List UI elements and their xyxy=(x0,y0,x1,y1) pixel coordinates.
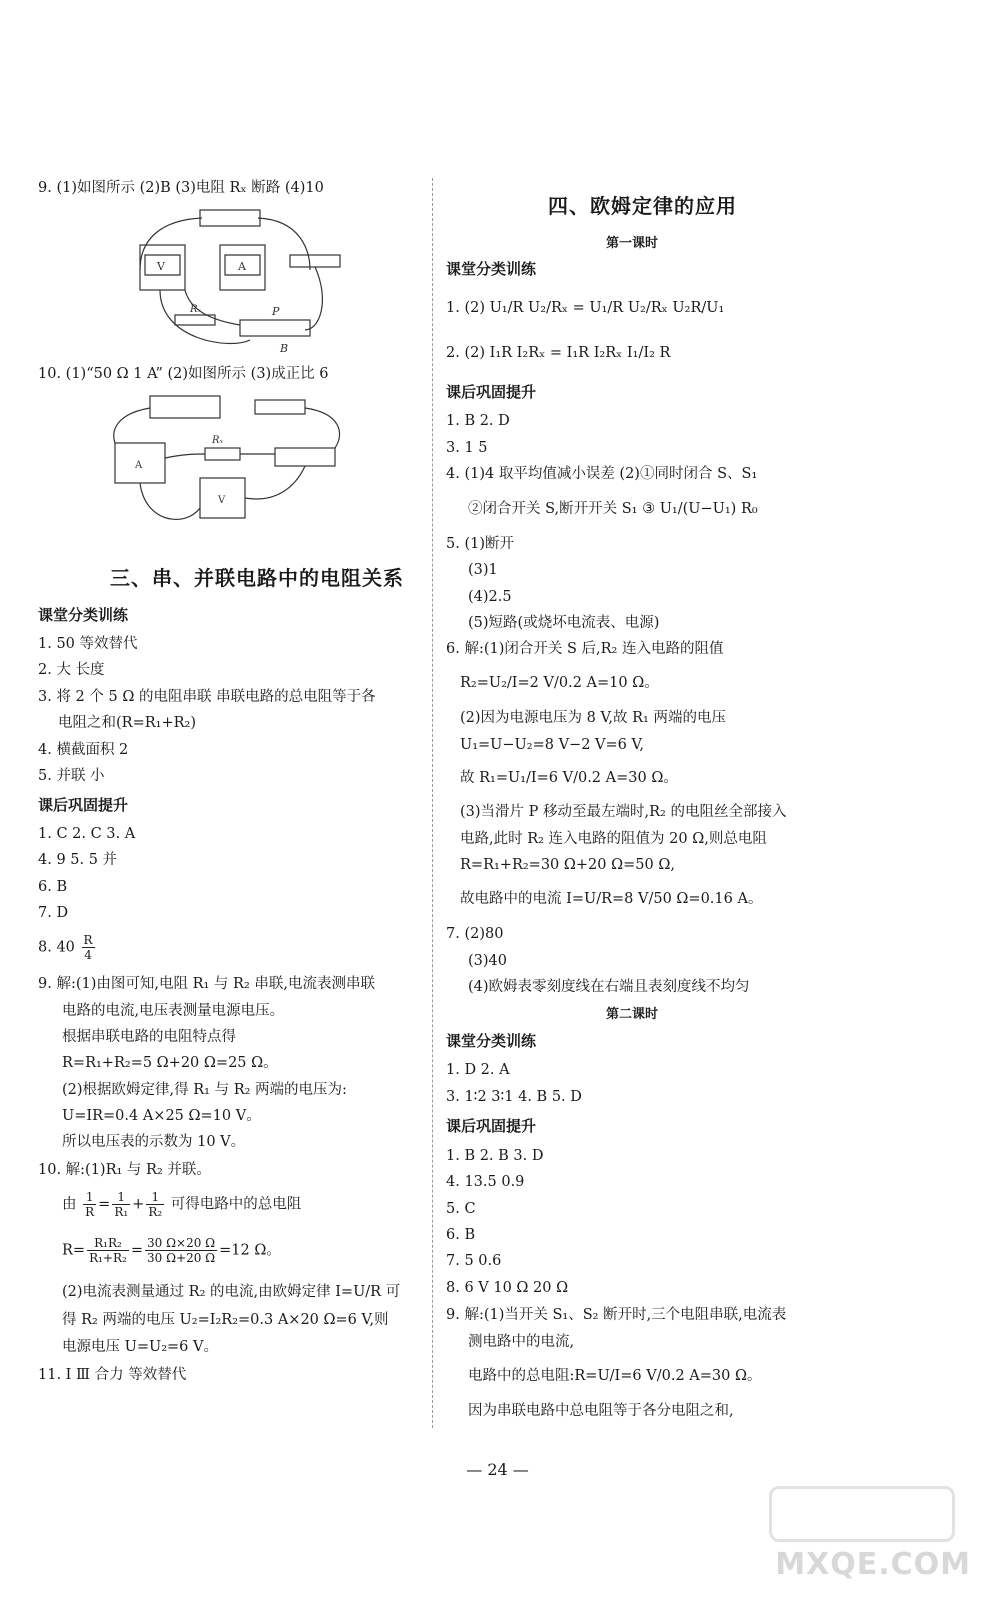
left-q9: 9. (1)如图所示 (2)B (3)电阻 Rₓ 断路 (4)10 xyxy=(38,180,324,196)
right-a7-3: (4)欧姆表零刻度线在右端且表刻度线不均匀 xyxy=(468,979,750,995)
right-a4-2: ②闭合开关 S,断开开关 S₁ ③ U₁/(U−U₁) R₀ xyxy=(468,501,758,517)
left-a9-2: 电路的电流,电压表测量电源电压。 xyxy=(62,1003,285,1019)
left-a10-6: 电源电压 U=U₂=6 V。 xyxy=(62,1339,218,1355)
right-a6-5: 故 R₁=U₁/I=6 V/0.2 A=30 Ω。 xyxy=(460,770,678,786)
left-c3b: 电阻之和(R=R₁+R₂) xyxy=(58,715,196,731)
right-d8: 8. 6 V 10 Ω 20 Ω xyxy=(446,1280,569,1296)
right-a5-3: (4)2.5 xyxy=(468,589,512,605)
fig2-label-v: V xyxy=(218,495,226,506)
left-a10-3: R= $\frac{\text{R₁R₂}}{\text{R₁+R₂}}$ = $\frac{30 \Omega\times 20 \Omega}{30 \Omega+20 \Omega}$ =12 Ω。 xyxy=(62,1236,281,1265)
left-a6: 6. B xyxy=(38,879,68,895)
right-a6-9: 故电路中的电流 I=U/R=8 V/50 Ω=0.16 A。 xyxy=(460,891,763,907)
left-a10-5: 得 R₂ 两端的电压 U₂=I₂R₂=0.3 A×20 Ω=6 V,则 xyxy=(62,1312,389,1328)
right-a5-1: 5. (1)断开 xyxy=(446,536,514,552)
right-a3: 3. 1 5 xyxy=(446,440,488,456)
left-a10-2-frac1: $\frac{1}{R}$ xyxy=(85,1190,95,1219)
left-a10-3-frac1: $\frac{\text{R₁R₂}}{\text{R₁+R₂}}$ xyxy=(89,1236,127,1265)
right-a6-3: (2)因为电源电压为 8 V,故 R₁ 两端的电压 xyxy=(460,710,726,726)
right-c1: 1. (2) U₁/R U₂/Rₓ = U₁/R U₂/Rₓ U₂R/U₁ xyxy=(446,300,725,316)
page-number: — 24 — xyxy=(466,1460,529,1479)
right-lesson2: 第二课时 xyxy=(606,1007,659,1022)
watermark: MXQE.COM xyxy=(775,1547,971,1582)
left-c5: 5. 并联 小 xyxy=(38,768,105,784)
right-title: 四、欧姆定律的应用 xyxy=(548,194,737,218)
right-classroom2-heading: 课堂分类训练 xyxy=(446,1032,537,1050)
right-classroom-heading: 课堂分类训练 xyxy=(446,260,537,278)
right-d5: 5. C xyxy=(446,1201,476,1217)
right-d9-3: 电路中的总电阻:R=U/I=6 V/0.2 A=30 Ω。 xyxy=(468,1368,762,1384)
left-c4: 4. 横截面积 2 xyxy=(38,742,129,758)
right-a4-1: 4. (1)4 取平均值减小误差 (2)①同时闭合 S、S₁ xyxy=(446,466,758,482)
right-b3: 3. 1∶2 3∶1 4. B 5. D xyxy=(446,1089,582,1105)
right-a5-4: (5)短路(或烧坏电流表、电源) xyxy=(468,615,660,631)
right-a6-6: (3)当滑片 P 移动至最左端时,R₂ 的电阻丝全部接入 xyxy=(460,804,787,820)
left-a10-3-frac2: $\frac{30 \Omega\times 20 \Omega}{30 \Omega+20 \Omega}$ xyxy=(146,1236,216,1265)
left-a10-1: 10. 解:(1)R₁ 与 R₂ 并联。 xyxy=(38,1162,211,1178)
fig1-label-v: V xyxy=(157,260,165,273)
left-a9-7: 所以电压表的示数为 10 V。 xyxy=(62,1134,246,1150)
right-d7: 7. 5 0.6 xyxy=(446,1253,502,1269)
right-d9-2: 测电路中的电流, xyxy=(468,1334,575,1350)
left-c3a: 3. 将 2 个 5 Ω 的电阻串联 串联电路的总电阻等于各 xyxy=(38,689,376,705)
right-d6: 6. B xyxy=(446,1227,476,1243)
right-lesson1: 第一课时 xyxy=(606,236,659,251)
fig2-label-v-a: A xyxy=(135,460,143,471)
left-q10: 10. (1)“50 Ω 1 A” (2)如图所示 (3)成正比 6 xyxy=(38,366,329,382)
left-a10-2-pre: 由 xyxy=(62,1196,77,1213)
fig2-label-rx: Rₓ xyxy=(212,435,224,446)
watermark-logo-frame xyxy=(769,1486,955,1542)
left-a10-3-post: =12 Ω。 xyxy=(219,1242,281,1259)
left-a9-4: R=R₁+R₂=5 Ω+20 Ω=25 Ω。 xyxy=(62,1055,278,1071)
left-a4: 4. 9 5. 5 并 xyxy=(38,852,118,868)
right-d9-1: 9. 解:(1)当开关 S₁、S₂ 断开时,三个电阻串联,电流表 xyxy=(446,1307,787,1323)
right-c2: 2. (2) I₁R I₂Rₓ = I₁R I₂Rₓ I₁/I₂ R xyxy=(446,345,671,361)
fig1-label-b: B xyxy=(280,342,289,355)
left-section-title: 三、串、并联电路中的电阻关系 xyxy=(110,566,404,590)
right-a7-1: 7. (2)80 xyxy=(446,926,504,942)
left-a11: 11. Ⅰ Ⅲ 合力 等效替代 xyxy=(38,1367,187,1383)
left-a10-2-post: 可得电路中的总电阻 xyxy=(170,1196,302,1213)
left-a9-3: 根据串联电路的电阻特点得 xyxy=(62,1029,236,1045)
right-a6-2: R₂=U₂/I=2 V/0.2 A=10 Ω。 xyxy=(460,675,659,691)
left-a9-6: U=IR=0.4 A×25 Ω=10 V。 xyxy=(62,1108,261,1124)
left-a10-4: (2)电流表测量通过 R₂ 的电流,由欧姆定律 I=U/R 可 xyxy=(62,1284,401,1300)
right-a6-1: 6. 解:(1)闭合开关 S 后,R₂ 连入电路的阻值 xyxy=(446,641,724,657)
left-after-heading: 课后巩固提升 xyxy=(38,796,129,814)
column-divider xyxy=(432,178,433,1428)
left-a10-2-frac3: $\frac{1}{\text{R₂}}$ xyxy=(148,1190,163,1219)
left-a8-text: 8. 40 xyxy=(38,939,75,956)
left-a10-2-frac2: $\frac{1}{\text{R₁}}$ xyxy=(114,1190,129,1219)
right-a1: 1. B 2. D xyxy=(446,413,510,429)
right-d4: 4. 13.5 0.9 xyxy=(446,1174,525,1190)
left-a9-1: 9. 解:(1)由图可知,电阻 R₁ 与 R₂ 串联,电流表测串联 xyxy=(38,976,375,992)
circuit-diagram-1 xyxy=(130,200,350,360)
circuit-diagram-2 xyxy=(105,388,355,533)
right-a6-7: 电路,此时 R₂ 连入电路的阻值为 20 Ω,则总电阻 xyxy=(460,831,767,847)
left-c2: 2. 大 长度 xyxy=(38,662,105,678)
left-c1: 1. 50 等效替代 xyxy=(38,636,138,652)
right-a7-2: (3)40 xyxy=(468,953,507,969)
left-a8-fraction: $\frac{R}{4}$ xyxy=(83,933,93,962)
right-d1: 1. B 2. B 3. D xyxy=(446,1148,544,1164)
right-b1: 1. D 2. A xyxy=(446,1062,510,1078)
right-a6-4: U₁=U−U₂=8 V−2 V=6 V, xyxy=(460,737,645,753)
right-d9-4: 因为串联电路中总电阻等于各分电阻之和, xyxy=(468,1403,734,1419)
right-a6-8: R=R₁+R₂=30 Ω+20 Ω=50 Ω, xyxy=(460,857,675,873)
fig1-label-p: P xyxy=(272,305,280,318)
right-after-heading: 课后巩固提升 xyxy=(446,383,537,401)
left-a8 xyxy=(38,933,97,962)
fig1-label-a: A xyxy=(238,260,246,273)
right-after2-heading: 课后巩固提升 xyxy=(446,1117,537,1135)
left-a10-3-pre: R= xyxy=(62,1242,86,1259)
left-a7: 7. D xyxy=(38,905,69,921)
left-a10-2: 由 $\frac{1}{R}$ = $\frac{1}{\text{R₁}}$ + $\frac{1}{\text{R₂}}$ 可得电路中的总电阻 xyxy=(62,1190,302,1219)
fig1-label-rx: Rₓ xyxy=(190,304,202,315)
left-a9-5: (2)根据欧姆定律,得 R₁ 与 R₂ 两端的电压为: xyxy=(62,1082,347,1098)
left-classroom-heading: 课堂分类训练 xyxy=(38,606,129,624)
right-a5-2: (3)1 xyxy=(468,562,498,578)
left-a1: 1. C 2. C 3. A xyxy=(38,826,136,842)
